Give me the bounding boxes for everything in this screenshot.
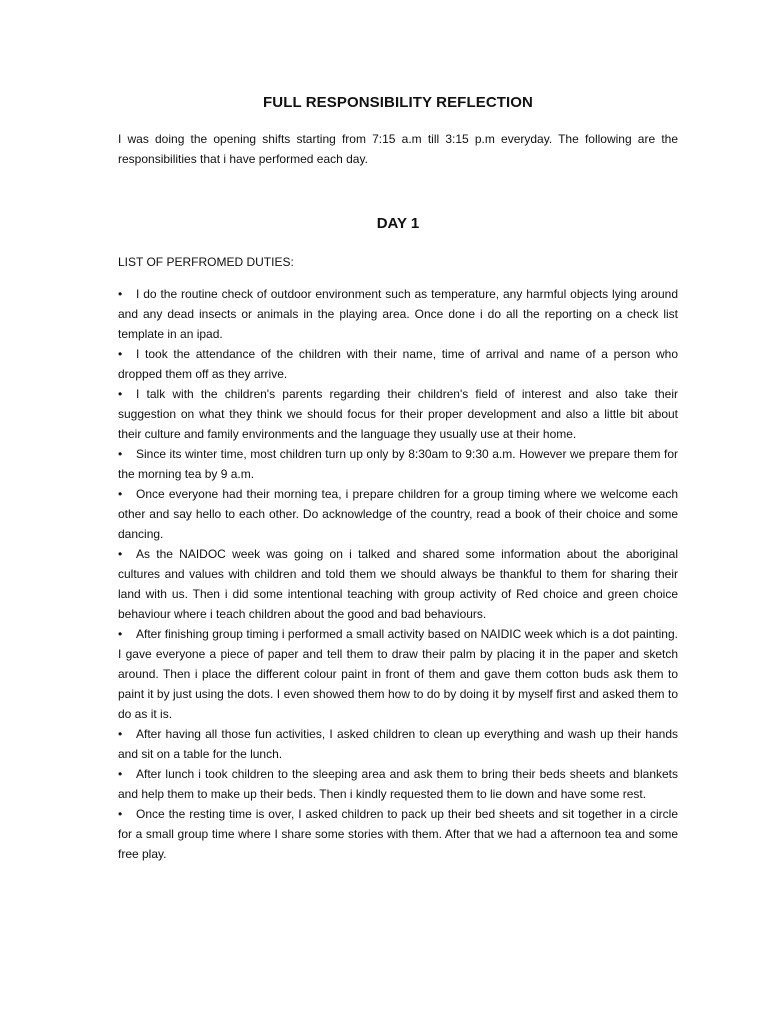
bullet-icon: • xyxy=(118,547,123,561)
duty-item xyxy=(118,444,678,484)
duty-text: I took the attendance of the children with their name, time of arrival and name of a person who dropped them off as they arrive. xyxy=(118,347,678,381)
duty-item xyxy=(118,284,678,344)
bullet-icon: • xyxy=(118,807,123,821)
bullet-icon: • xyxy=(118,627,123,641)
bullet-icon: • xyxy=(118,287,123,301)
duty-text: Since its winter time, most children turn up only by 8:30am to 9:30 a.m. However we prepare them for the morning tea by 9 a.m. xyxy=(118,447,678,481)
duties-list xyxy=(118,284,678,864)
duty-text: As the NAIDOC week was going on i talked and shared some information about the aboriginal cultures and values with children and told them we should always be thankful to them for sharing their land with us. Then i did some intentional teaching with group activity of Red choice and green choice behaviour where i teach children about the good and bad behaviours. xyxy=(118,547,678,621)
duties-list-heading: LIST OF PERFROMED DUTIES: xyxy=(118,255,294,269)
duty-item xyxy=(118,544,678,624)
bullet-icon: • xyxy=(118,387,123,401)
duty-item xyxy=(118,344,678,384)
duty-text: After having all those fun activities, I asked children to clean up everything and wash up their hands and sit on a table for the lunch. xyxy=(118,727,678,761)
duty-text: I talk with the children's parents regarding their children's field of interest and also take their suggestion on what they think we should focus for their proper development and also a little bit about their culture and family environments and the language they usually use at their home. xyxy=(118,387,678,441)
day-heading: DAY 1 xyxy=(376,215,420,232)
duty-text: Once the resting time is over, I asked children to pack up their bed sheets and sit together in a circle for a small group time where I share some stories with them. After that we had a afternoon tea and some free play. xyxy=(118,807,678,861)
duty-text: After finishing group timing i performed a small activity based on NAIDIC week which is a dot painting. I gave everyone a piece of paper and tell them to draw their palm by placing it in the paper and sketch around. Then i place the different colour paint in front of them and gave them cotton buds ask them to paint it by just using the dots. I even showed them how to do by doing it by myself first and asked them to do as it is. xyxy=(118,627,678,721)
duty-item xyxy=(118,624,678,724)
duty-item xyxy=(118,724,678,764)
duty-item xyxy=(118,484,678,544)
document-page xyxy=(118,94,678,864)
duty-text: Once everyone had their morning tea, i prepare children for a group timing where we welcome each other and say hello to each other. Do acknowledge of the country, read a book of their choice and some dancing. xyxy=(118,487,678,541)
intro-paragraph: I was doing the opening shifts starting from 7:15 a.m till 3:15 p.m everyday. The following are the responsibilities that i have performed each day. xyxy=(118,132,678,166)
duty-text: After lunch i took children to the sleeping area and ask them to bring their beds sheets and blankets and help them to make up their beds. Then i kindly requested them to lie down and have some rest. xyxy=(118,767,678,801)
document-title: FULL RESPONSIBILITY REFLECTION xyxy=(263,94,533,111)
duty-item xyxy=(118,384,678,444)
bullet-icon: • xyxy=(118,727,123,741)
bullet-icon: • xyxy=(118,347,123,361)
duty-text: I do the routine check of outdoor environment such as temperature, any harmful objects lying around and any dead insects or animals in the playing area. Once done i do all the reporting on a check list template in an ipad. xyxy=(118,287,678,341)
duty-item xyxy=(118,804,678,864)
bullet-icon: • xyxy=(118,767,123,781)
duty-item xyxy=(118,764,678,804)
bullet-icon: • xyxy=(118,447,123,461)
bullet-icon: • xyxy=(118,487,123,501)
